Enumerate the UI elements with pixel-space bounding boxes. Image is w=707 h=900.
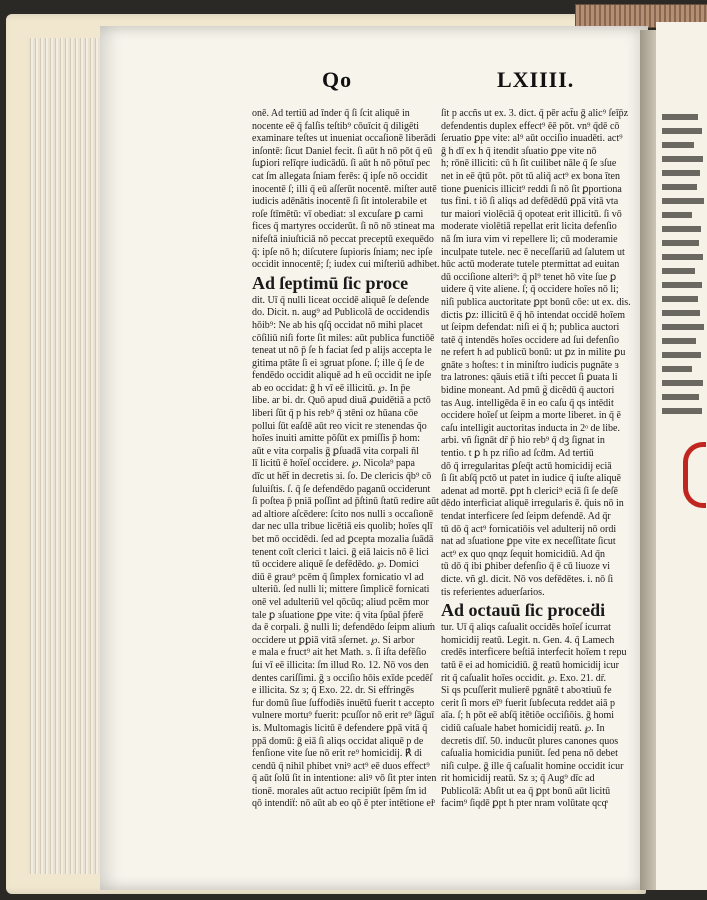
text-line: tatē q̄ intendēs hoīes occidere ad ſui defenſio bbox=[441, 334, 619, 346]
text-line: fendēdo occidit aliquē ad h̄ eū occidit ne ipſe bbox=[252, 370, 432, 382]
text-line: ſeruatio ꝑpe vite: al⁹ aūt occiſio inuadēti. act⁹ bbox=[441, 133, 623, 145]
text-line: Publicolā: Abſit ut ea q̄ ꝑpt bonū aūt licitū bbox=[441, 785, 611, 797]
text-line: moderate violētiā repellat erit licita defenſio bbox=[441, 221, 617, 233]
text-line: rit q̄ caſualit hoīes occidit. ℘. Exo. 21. dr̄. bbox=[441, 672, 606, 684]
text-line: gnāte ɜ hoſtes: t in miniſtro iudicis pugnāte ɜ bbox=[441, 359, 619, 371]
folio-number: LXIIII. bbox=[497, 67, 575, 92]
text-line: examinare teſtes ut inueniat occaſionē liberādi bbox=[252, 133, 437, 145]
text-line: cendū q̄ nihil phibet vniꝰ act⁹ eē duos effect⁹ bbox=[252, 760, 430, 772]
text-line: onē vel adulteriū vel qōcūq; aliud pcēm mor bbox=[252, 596, 429, 608]
text-line: nocente eē q̄ falſis teſtib⁹ cōuīcit q̄ diligēti bbox=[252, 120, 420, 132]
text-line: dentes cariſſimi. ḡ ɜ occiſio hōis exīde pcedēſ bbox=[252, 672, 433, 684]
text-line: act⁹ ex quo qnqz ſequit homicidiū. Ad q̄n bbox=[441, 548, 606, 560]
text-column-left bbox=[252, 108, 442, 811]
text-line: Si qs pcuſſerit mulierē pgnātē t aboꝛtiuū fe bbox=[441, 685, 612, 697]
text-line: iudicis adēnātis inocentē ſi ſit intolerabile et bbox=[252, 196, 427, 208]
text-line: dar nec ulla tribue licētiā eis quolib; hoīes qlī bbox=[252, 521, 433, 533]
text-line: dēdo interficiat aliquē irregularis ē. q̄uis nō in bbox=[441, 498, 624, 510]
text-line: q̄ aūt ſolū ſit in intentione: aliꝰ vō ſit pter inten bbox=[252, 773, 437, 785]
text-line: tione ꝑuenicis illicit⁹ reddi ſi nō ſit ꝑportiona bbox=[441, 183, 622, 195]
text-line: caſualia homicidia puniūt. ſed pena nō debet bbox=[441, 748, 618, 760]
text-line: roſe ſtīmētū: vī obediat: ɜl excuſare ꝑ carni bbox=[252, 208, 424, 220]
text-line: ſit p accñs ut ex. 3. dict. q̄ pēr act̄u ḡ alic⁹ ſeīp̄z bbox=[441, 108, 629, 119]
text-line: hoīes inuiti amitte pōſūt ex pmiſſis p̄ hom: bbox=[252, 433, 421, 445]
text-line: tur maiori violēciā q̄ opoteat erit illicitū. ſi vō bbox=[441, 208, 622, 220]
text-line: fices q̄ martyres occiderūt. ſi nō nō ɜtineat ma bbox=[252, 221, 435, 233]
text-line: bet mō occidēdi. ſed ad ꝑcepta mozalia ſuādā bbox=[252, 534, 434, 545]
text-line: fur domū ſiue ſuffodiēs inuētū fuerit t accepto bbox=[252, 697, 435, 709]
text-line: dīc ut h̄ēt̄ in decretis ɜi. ſo. De clericis q̄b⁹ cō bbox=[252, 471, 432, 483]
text-line: nat ad ɜſuatione ꝑpe vite ex neceſſitate ſicut bbox=[441, 536, 616, 548]
text-line: adenat ad mortē. ꝑpt h̄ clerici⁹ eciā ſi ſe deſē bbox=[441, 485, 618, 497]
text-line: e mala e fruct⁹ ait h̄et Math. ɜ. ſi iſta defēſio bbox=[252, 647, 427, 659]
text-line: ſuꝑiori relīqre iudicādū. ſi aūt h̄ nō pōtuī pec bbox=[252, 158, 431, 170]
text-line: ſi ſit abſq̄ pctō ut patet in iudice q̄ iuſte aliquē bbox=[441, 473, 621, 485]
text-line: ad altiore aſcēdere: ſcito nos nulli ɜ occaſionē bbox=[252, 508, 434, 520]
text-line: occidit innocentē; ſ; iudex cui miſteriū adhibet. bbox=[252, 259, 440, 271]
text-line: pollui ſūt eaſdē aūt reo vicit re ɜtenendas q̄o bbox=[252, 420, 427, 432]
text-line: dicte. vñ gl. dicit. Nō vos defēdētes. i. nō ſi bbox=[441, 573, 614, 585]
text-line: liberi ſūt q̄ p his reb⁹ q̄ ɜtēni oz hūana cōe bbox=[252, 408, 418, 420]
text-line: qō intendiẗ: nō aūt ab eo qō ē pter intētione eiͦ bbox=[252, 798, 434, 810]
text-line: q̄: ipſe nō h̄; diſcutere ſupioris ſniam; nec ipſe bbox=[252, 246, 433, 258]
text-line: tatū ē ei ad homicidiū. ḡ reatū homicidij icur bbox=[441, 659, 620, 671]
text-line: tus fini. t iō ſi aliqs ad defēdēdū ꝑpā vitā vta bbox=[441, 196, 619, 208]
text-line: ſuluiſtis. ſ. q̄ ſe defendēdo paganū occiderunt bbox=[252, 483, 431, 495]
text-line: caſu intelligit auctoritas inducta in 2ᵒ de libe. bbox=[441, 422, 620, 434]
recto-text-fragment bbox=[662, 114, 707, 422]
text-line: cerit ſi mors eī⁹ fuerit ſubſecuta reddet aiā p bbox=[441, 697, 615, 709]
text-line: nifeſtā iniuſticiā nō peccat preceptū exequēdo bbox=[252, 233, 434, 245]
text-line: dū occiſione alteri⁹: q̄ pl⁹ tenet hō vite ſue ꝑ bbox=[441, 271, 617, 283]
text-line: vulnere mortu⁹ fuerit: pcuſſor nō erit re⁹ ſāguī bbox=[252, 710, 435, 722]
text-line: ſi poſtea p̄ pniā poſſint ad p̄ſtinū ſtatū redire aūt bbox=[252, 496, 439, 508]
text-line: niſi culpe. ḡ ille q̄ caſualit homine occidit icur bbox=[441, 760, 624, 772]
section-heading: Ad octauū ſic proceḋi bbox=[441, 600, 606, 621]
text-line: aūt e vita corpalis ḡ ꝑſuadā vita corpali n̄l bbox=[252, 445, 419, 457]
text-line: inſontē: ſicut Daniel fecit. ſi aūt h̄ nō pōt q̄ eū bbox=[252, 145, 433, 157]
text-line: decretis dīſ. 50. inducūt plures canones quos bbox=[441, 735, 619, 747]
text-line: occidere hoīeſ ut ſeipm a morte liberet. in q̄ ē bbox=[441, 410, 621, 422]
text-line: occidere ut ꝑꝑiā vitā ɜſernet. ℘. Si arbor bbox=[252, 634, 415, 646]
text-line: ne refert h̄ ad publicū bonū: ut ꝑz in milite ꝑu bbox=[441, 347, 626, 359]
text-line: tentio. t ꝑ h̄ pz riſio ad ſcḋm. Ad tertiū bbox=[441, 448, 594, 460]
text-line: fenſione vite ſue nō erit re⁹ homicidij. ℟ di bbox=[252, 748, 423, 760]
text-line: hūc actū moderate tutele ptermittat ad euitan bbox=[441, 259, 620, 271]
text-line: h̄; rōnē illiciti: cū h̄ ſit cuilibet nāle q̄ ſe ɜſue bbox=[441, 158, 617, 170]
text-line: arbi. vñ ſignāt dr̄ p̄ hio reb⁹ q̄ dꝫ ſignat in bbox=[441, 435, 605, 447]
recto-page-fragment bbox=[656, 22, 707, 890]
text-line: do. Dicit. n. aug⁹ ad Publicolā de occidendis bbox=[252, 307, 430, 319]
text-line: defendentis duplex effect⁹ ēē pōt. vn⁹ q̄dē cō bbox=[441, 120, 620, 132]
red-initial-letter bbox=[683, 442, 706, 508]
text-line: tionē. morales aūt actuo recipiūt ſpēm ſm id bbox=[252, 785, 427, 797]
text-line: lī licitū ē hoīeſ occidere. ℘. Nicola⁹ papa bbox=[252, 458, 415, 470]
text-line: hōib⁹: Ne ab his qſq̄ occidat nō mihi placet bbox=[252, 319, 423, 331]
text-line: tendat interficere ſed ſeipm defendē. Ad q̄r bbox=[441, 511, 611, 522]
text-line: dictis ꝑz: illicitū ē q̄ hō intendat occidē hoīem bbox=[441, 309, 626, 321]
text-line: tenent coīt clerici t laici. ḡ eiā laicis nō ē lici bbox=[252, 546, 429, 558]
text-line: dō q̄ irregularitas ꝑſeq̄t actū homicidij eciā bbox=[441, 460, 612, 472]
text-line: tale ꝑ ɜſuatione ꝑpe vite: q̄ vita ſpūal p̄ferē bbox=[252, 609, 424, 621]
text-line: inculpate tutele. nec ē neceſſariū ad ſalutem ut bbox=[441, 246, 625, 258]
text-line: ḡ h̄ dī ex h̄ q̄ itendit ɜſuatio ꝑpe vite nō bbox=[441, 145, 597, 157]
running-header-left: Qo bbox=[322, 67, 353, 92]
section-heading: Ad ſeptimū ſic proce bbox=[252, 272, 409, 293]
text-line: ab eo occidat: ḡ h̄ vī eē illicitū. ℘. In p̄e bbox=[252, 382, 411, 394]
text-line: bidine moneant. Ad pmū g̃ dicēdū q̄ auctori bbox=[441, 385, 615, 397]
page-edges bbox=[28, 38, 107, 874]
text-line: credēs interficere beſtiā interfecit hoīem t repu bbox=[441, 647, 627, 659]
text-line: tra latrones: qāuis etiā t iſti peccet ſi ꝑuata li bbox=[441, 372, 618, 384]
text-line: ppā domū: ḡ eiā ſi aliqs occidat aliquē p de bbox=[252, 735, 424, 747]
text-line: cat ſm allegata ſniam ferēs: q̄ ipſe nō occidit bbox=[252, 170, 428, 182]
text-line: tis referientes aduerſarios. bbox=[441, 586, 545, 598]
text-line: niſi publica auctoritate ꝑpt bonū cōe: ut ex. dis. bbox=[441, 296, 631, 308]
text-line: gitima ptāte ſi ei ɜgruat pſone. ſ; ille q̄ ſe de bbox=[252, 357, 425, 369]
text-line: tū occidere aliquē ſe defēdēdo. ℘. Domici bbox=[252, 559, 419, 571]
text-line: inocentē ſ; illi q̄ eū aſſerūt nocentē. miſter autē bbox=[252, 183, 437, 195]
text-line: tū dō q̄ act⁹ fornicatiōis vel adulterij nō ordi bbox=[441, 523, 617, 535]
text-line: homicidij reatū. Legit. n. Gen. 4. q̄ Lamech bbox=[441, 634, 615, 646]
text-column-right bbox=[441, 108, 631, 811]
text-line: tas Aug. intelligēda ē in eo caſu q̄ qs intēdit bbox=[441, 397, 614, 409]
text-line: e illicita. Sz ɜ; q̄ Exo. 22. dr. Si effringēs bbox=[252, 685, 415, 697]
text-line: ulteriū. ſed nulli li; mittere ſimplicē fornicati bbox=[252, 584, 430, 596]
text-line: tur. Uī q̄ aliqs caſualit occidēs hoīeſ icurrat bbox=[441, 622, 611, 634]
text-line: da ē corpali. ḡ nulli li; defendēdo ſeipm aliuṁ bbox=[252, 622, 436, 634]
text-line: facim⁹ ſiqdē ꝑpt h̄ pter nram volūtate qcqͣ bbox=[441, 798, 607, 810]
text-line: nā ſm iura vim vi repellere li; cū moderamie bbox=[441, 233, 618, 245]
text-line: onē. Ad tertiū ad īnder q̄ ſi ſcit aliquē in bbox=[252, 108, 410, 119]
text-line: is. Multomagis licitū ē defendere ꝑpā vitā q̄ bbox=[252, 722, 428, 734]
text-line: dit. Uī q̄ nulli liceat occidē aliquē ſe deſende bbox=[252, 294, 429, 306]
text-line: libe. ar bi. dr. Quō apud diuā ꝓuidētiā a pctō bbox=[252, 395, 431, 407]
text-line: rit homicidij reatū. Sz ɜ; q̄ Aug⁹ dīc ad bbox=[441, 773, 595, 785]
text-line: cōſiliū niſi forte ſit miles: aūt publica functiōē bbox=[252, 332, 435, 344]
text-line: cidiū caſuale habet homicidij reatū. ℘. In bbox=[441, 722, 605, 734]
text-line: ut ſeipm defendat: niſi ei q̄ h̄; publica auctori bbox=[441, 322, 620, 334]
text-line: uidere q̄ vite aliene. ſ; q̄ occidere hoīes nō li; bbox=[441, 284, 619, 296]
text-line: diū ē grau⁹ pcēm q̄ ſimplex fornicatio vl ad bbox=[252, 571, 424, 583]
text-line: aīa. ſ; h̄ pōt eē abſq̄ itētiōe occiſiōis. ḡ homi bbox=[441, 710, 615, 722]
text-line: net in eē q̄tū pōt. pōt tū aliq̄ act⁹ ex bona īten bbox=[441, 170, 620, 182]
text-line: tū dō q̄ ibi ꝑhiber defenſio q̄ ē cū liuoze vi bbox=[441, 561, 611, 573]
text-line: ſui vī eē illicita: ſm illud Ro. 12. Nō vos den bbox=[252, 659, 429, 671]
text-line: teneat ut nō p̄ ſe h̄ faciat ſed p alijs accepta le bbox=[252, 345, 432, 357]
